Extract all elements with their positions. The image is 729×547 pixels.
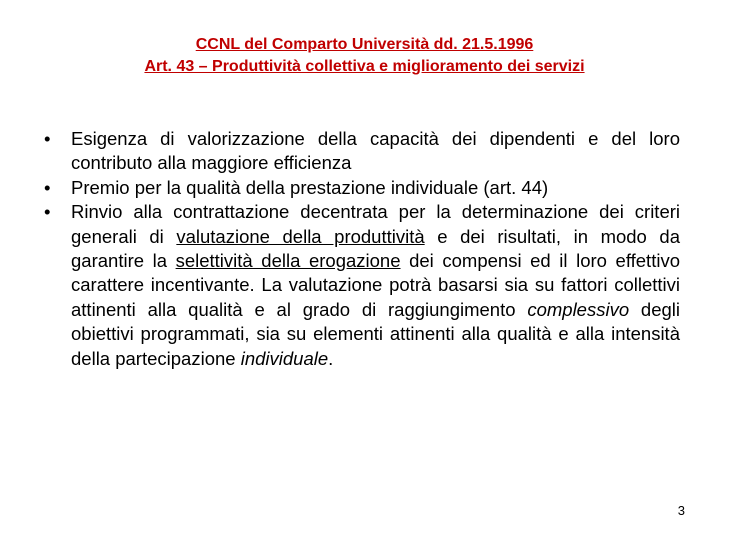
bullet-text-part: Rinvio alla contrattazione decentrata per la determinazione dei criteri generali di <box>71 201 680 247</box>
bullet-icon: • <box>44 128 51 149</box>
bullet-icon: • <box>44 201 51 223</box>
bullet-item-3 <box>44 200 680 371</box>
bullet-text-part: . <box>328 347 334 369</box>
bullet-text-part: dei compensi ed il loro effettivo carattere incentivante. La valutazione potrà basarsi sia su fattori collettivi attinenti alla qualità e al grado di raggiungimento <box>71 250 680 320</box>
bullet-item-2 <box>44 176 680 200</box>
underlined-phrase: selettività della erogazione <box>175 250 401 272</box>
bullet-text: Premio per la qualità della prestazione individuale (art. 44) <box>71 176 549 198</box>
italic-word: complessivo <box>527 298 630 320</box>
page-number: 3 <box>677 503 685 518</box>
bullet-text: Esigenza di valorizzazione della capacità dei dipendenti e del loro contributo alla maggiore efficienza <box>71 128 680 174</box>
bullet-item-1 <box>44 127 680 176</box>
bullet-list <box>44 127 680 371</box>
italic-word: individuale <box>240 347 329 369</box>
bullet-text-part: degli obiettivi programmati, sia su elementi attinenti alla qualità e alla intensità della partecipazione <box>71 298 680 369</box>
slide-title <box>0 34 729 78</box>
bullet-text-part: e dei risultati, in modo da garantire la <box>71 225 680 272</box>
bullet-icon: • <box>44 176 51 198</box>
title-line-2: Art. 43 – Produttività collettiva e miglioramento dei servizi <box>144 58 585 75</box>
title-line-1: CCNL del Comparto Università dd. 21.5.1996 <box>195 36 534 53</box>
underlined-phrase: valutazione della produttività <box>176 225 425 247</box>
